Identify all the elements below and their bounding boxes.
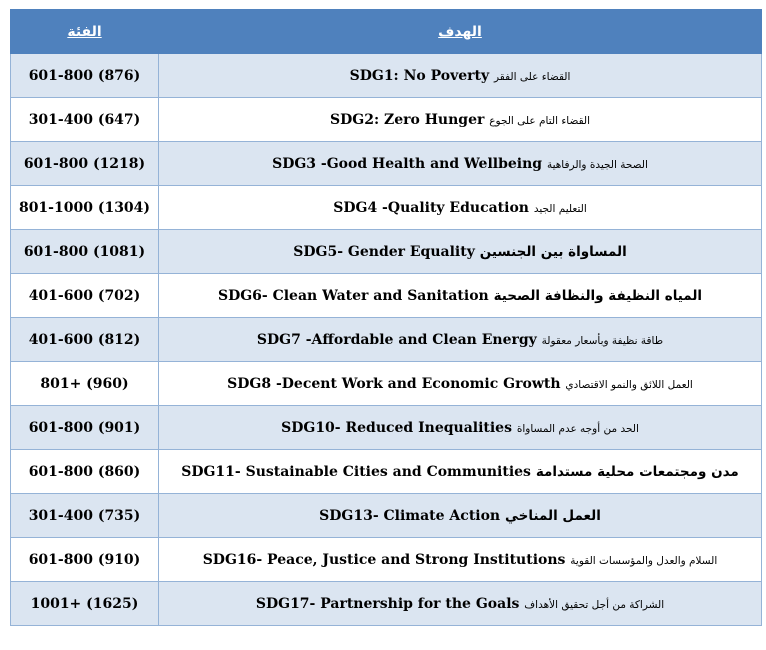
- goal-cell: [159, 494, 762, 538]
- goal-cell: [159, 186, 762, 230]
- goal-english-label: SDG10- Reduced Inequalities: [281, 419, 512, 436]
- goal-arabic-label: العمل اللائق والنمو الاقتصادي: [565, 378, 693, 391]
- category-cell: 601-800 (910): [11, 538, 159, 582]
- goal-english-label: SDG17- Partnership for the Goals: [255, 595, 520, 612]
- goal-english-label: SDG5- Gender Equality: [293, 243, 475, 260]
- goal-cell: [159, 406, 762, 450]
- goal-arabic-label: مدن ومجتمعات محلية مستدامة: [535, 463, 739, 480]
- goal-cell: [159, 318, 762, 362]
- table-header-row: [11, 10, 762, 54]
- category-cell: 801+ (960): [11, 362, 159, 406]
- table-row: [11, 98, 762, 142]
- goal-cell: [159, 362, 762, 406]
- goal-cell: [159, 230, 762, 274]
- goal-english-label: SDG8 -Decent Work and Economic Growth: [227, 375, 561, 392]
- goal-arabic-label: الشراكة من أجل تحقيق الأهداف: [524, 598, 665, 611]
- goal-arabic-label: التعليم الجيد: [533, 202, 587, 215]
- table-row: [11, 362, 762, 406]
- goal-arabic-label: السلام والعدل والمؤسسات القوية: [570, 554, 718, 567]
- category-cell: 601-800 (860): [11, 450, 159, 494]
- category-column-header: الفئة: [11, 10, 159, 54]
- goal-arabic-label: العمل المناخي: [505, 507, 601, 524]
- goal-cell: [159, 142, 762, 186]
- goal-english-label: SDG6- Clean Water and Sanitation: [217, 287, 489, 304]
- table-row: [11, 406, 762, 450]
- goal-cell: [159, 274, 762, 318]
- category-cell: 601-800 (1081): [11, 230, 159, 274]
- table-row: [11, 318, 762, 362]
- goal-cell: [159, 98, 762, 142]
- table-row: [11, 582, 762, 626]
- category-cell: 601-800 (901): [11, 406, 159, 450]
- goal-english-label: SDG3 -Good Health and Wellbeing: [272, 155, 543, 172]
- table-row: [11, 538, 762, 582]
- goal-cell: [159, 450, 762, 494]
- category-cell: 301-400 (647): [11, 98, 159, 142]
- goal-english-label: SDG7 -Affordable and Clean Energy: [256, 331, 537, 348]
- goal-arabic-label: الحد من أوجه عدم المساواة: [516, 422, 639, 435]
- goal-cell: [159, 54, 762, 98]
- category-cell: 401-600 (812): [11, 318, 159, 362]
- goal-arabic-label: طاقة نظيفة وبأسعار معقولة: [541, 334, 664, 347]
- category-cell: 601-800 (1218): [11, 142, 159, 186]
- category-cell: 1001+ (1625): [11, 582, 159, 626]
- goal-arabic-label: المياه النظيفة والنظافة الصحية: [493, 287, 703, 304]
- table-row: [11, 274, 762, 318]
- table-body: [11, 54, 762, 626]
- category-cell: 801-1000 (1304): [11, 186, 159, 230]
- goal-arabic-label: القضاء التام على الجوع: [489, 114, 590, 127]
- table-row: [11, 450, 762, 494]
- table-row: [11, 142, 762, 186]
- goal-cell: [159, 582, 762, 626]
- category-cell: 301-400 (735): [11, 494, 159, 538]
- goal-english-label: SDG2: Zero Hunger: [330, 111, 485, 128]
- goal-english-label: SDG13- Climate Action: [319, 507, 501, 524]
- goal-arabic-label: القضاء على الفقر: [494, 70, 571, 83]
- goal-english-label: SDG1: No Poverty: [349, 67, 490, 84]
- table-row: [11, 186, 762, 230]
- goal-english-label: SDG4 -Quality Education: [333, 199, 529, 216]
- table-row: [11, 54, 762, 98]
- table-row: [11, 230, 762, 274]
- category-cell: 401-600 (702): [11, 274, 159, 318]
- sdg-table: [10, 9, 762, 626]
- goal-column-header: الهدف: [159, 10, 762, 54]
- table-row: [11, 494, 762, 538]
- category-cell: 601-800 (876): [11, 54, 159, 98]
- goal-arabic-label: الصحة الجيدة والرفاهية: [546, 158, 648, 171]
- goal-cell: [159, 538, 762, 582]
- goal-english-label: SDG16- Peace, Justice and Strong Institutions: [202, 551, 566, 568]
- goal-english-label: SDG11- Sustainable Cities and Communities: [181, 463, 531, 480]
- goal-arabic-label: المساواة بين الجنسين: [479, 243, 627, 260]
